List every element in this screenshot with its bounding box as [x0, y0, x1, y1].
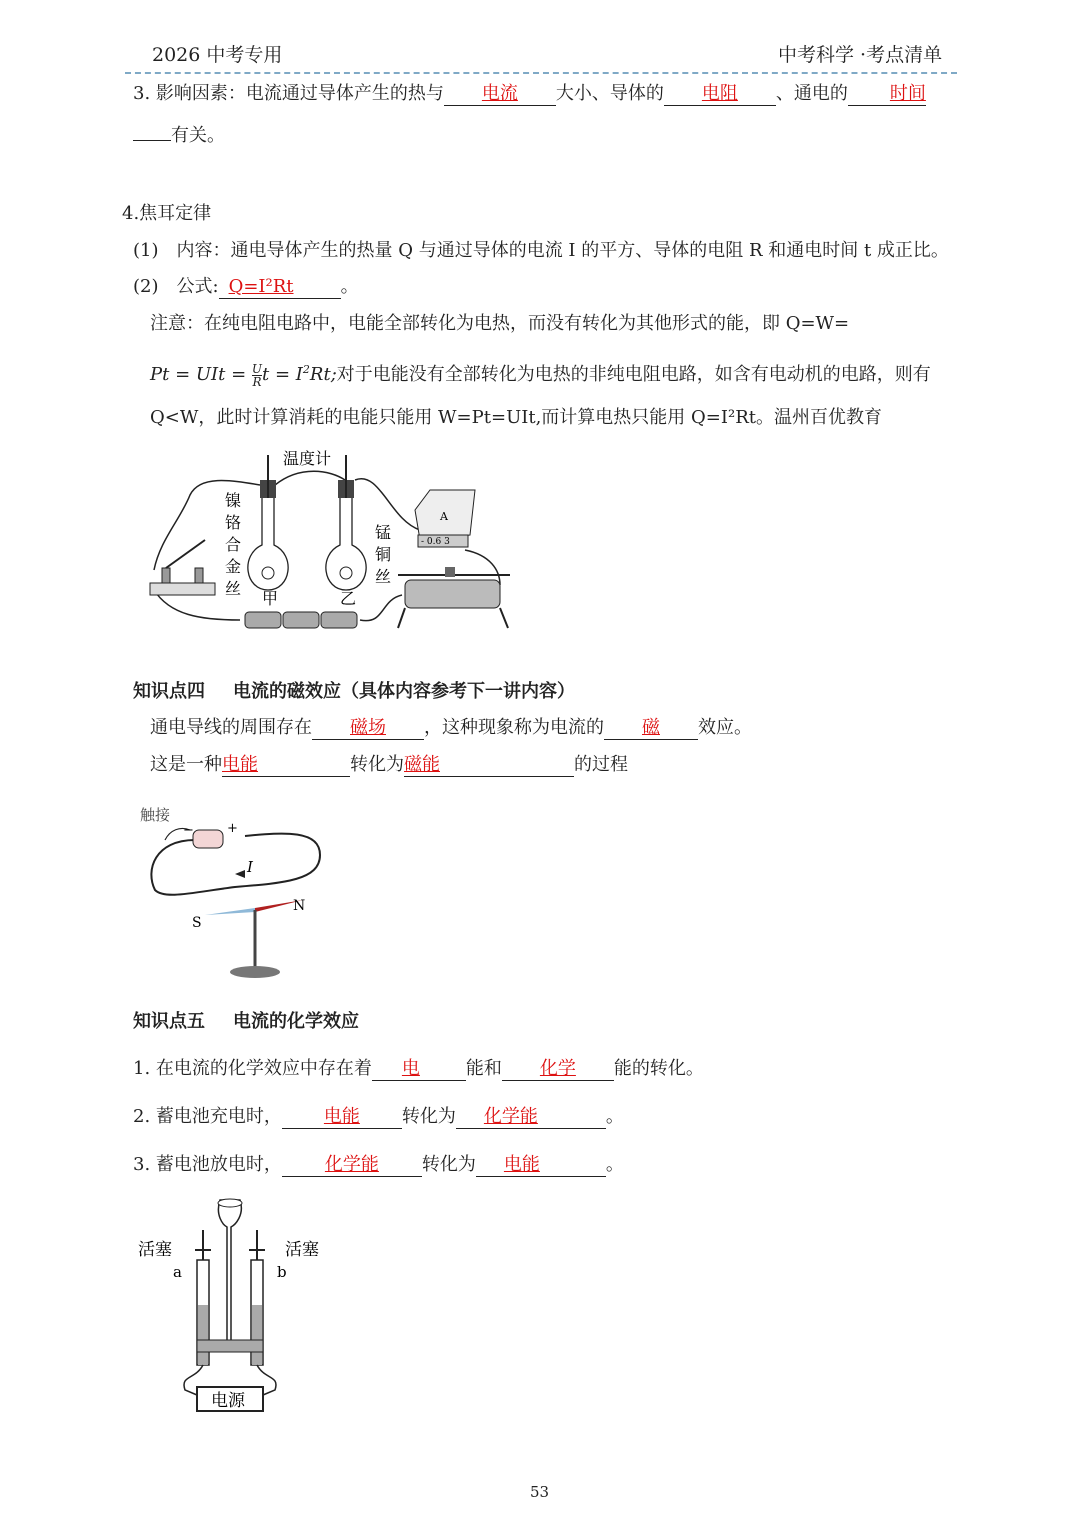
- answer-electric-energy: 电能: [222, 754, 258, 775]
- answer-time: 时间: [889, 83, 926, 104]
- note-line-1: 注意：在纯电阻电路中，电能全部转化为电热，而没有转化为其他形式的能，即 Q=W=: [150, 313, 850, 334]
- page-header: [0, 0, 1080, 80]
- factors-line-2: 有关。: [133, 118, 225, 148]
- label-tube-a: a: [173, 1263, 182, 1281]
- joule-title: 4.焦耳定律: [122, 203, 212, 224]
- answer-charge-to: 化学能: [483, 1106, 538, 1127]
- label-ammeter: A: [440, 510, 448, 523]
- label-left-wire-2: 铬: [225, 513, 242, 532]
- answer-discharge-to: 电能: [503, 1154, 540, 1175]
- header-right: 中考科学 ·考点清单: [778, 44, 943, 66]
- label-left-wire-5: 丝: [225, 579, 242, 598]
- answer-charge-from: 电能: [323, 1106, 360, 1127]
- label-minus: −: [183, 823, 194, 838]
- label-valve-right: 活塞: [285, 1240, 319, 1260]
- label-current: I: [247, 858, 253, 876]
- oersted-figure: [135, 800, 335, 985]
- label-plus: +: [227, 821, 238, 836]
- answer-chemical: 化学: [539, 1058, 576, 1079]
- header-divider: [125, 72, 957, 74]
- joule-apparatus-figure: [140, 440, 530, 650]
- label-valve-left: 活塞: [138, 1240, 172, 1260]
- answer-current: 电流: [481, 83, 518, 104]
- label-left-wire-4: 金: [225, 557, 242, 576]
- answer-magnetic: 磁: [642, 717, 660, 738]
- k4-title: 知识点四 电流的磁效应（具体内容参考下一讲内容）: [133, 681, 575, 702]
- label-south: S: [192, 915, 202, 931]
- k4-line-2: 这是一种电能 转化为磁能 的过程: [150, 754, 628, 775]
- note-line-3: Q<W，此时计算消耗的电能只能用 W=Pt=UIt,而计算电热只能用 Q=I²Rt。温州百优教育: [150, 407, 882, 428]
- label-flask-a: 甲: [262, 589, 279, 608]
- page-number: 53: [530, 1483, 550, 1501]
- k5-line-1: 1. 在电流的化学效应中存在着 电 能和 化学 能的转化。: [133, 1058, 704, 1079]
- electrolysis-figure: [135, 1195, 335, 1420]
- note-line-2: Pt = UIt = $\frac{U}{R}$ $t = I^2Rt$;对于电能没有全部转化为电热的非纯电阻电路，如含有电动机的电路，则有: [150, 361, 931, 389]
- label-power-supply: 电源: [211, 1391, 245, 1411]
- label-right-wire-1: 锰: [375, 523, 392, 542]
- header-left: 2026 中考专用: [152, 44, 283, 66]
- k5-title: 知识点五 电流的化学效应: [133, 1011, 359, 1032]
- joule-content: (1) 内容：通电导体产生的热量 Q 与通过导体的电流 I 的平方、导体的电阻 R 和通电时间 t 成正比。: [133, 240, 949, 261]
- answer-discharge-from: 化学能: [324, 1154, 379, 1175]
- label-thermometer: 温度计: [283, 449, 332, 468]
- label-flask-b: 乙: [340, 589, 357, 608]
- factors-line: 3. 影响因素：电流通过导体产生的热与 电流 大小、导体的 电阻 、通电的 时间: [133, 83, 926, 104]
- k5-line-2: 2. 蓄电池充电时， 电能 转化为 化学能 。: [133, 1106, 624, 1127]
- answer-magnetic-energy: 磁能: [404, 754, 440, 775]
- label-left-wire-3: 合: [225, 535, 242, 554]
- label-tube-b: b: [277, 1263, 287, 1281]
- answer-electric: 电: [401, 1058, 420, 1079]
- label-ammeter-terminals: - 0.6 3: [421, 537, 450, 547]
- answer-magnetic-field: 磁场: [350, 717, 386, 738]
- answer-formula: Q=I²Rt: [228, 276, 294, 297]
- label-left-wire-1: 镍: [225, 491, 242, 510]
- note-formula: Pt = UIt = $\frac{U}{R}$ $t = I^2Rt$;: [150, 361, 337, 389]
- label-north: N: [293, 898, 306, 914]
- label-right-wire-3: 丝: [375, 567, 392, 586]
- label-touch: 触接: [140, 806, 171, 824]
- joule-formula: (2) 公式: Q=I²Rt 。: [133, 276, 359, 297]
- label-right-wire-2: 铜: [375, 545, 392, 564]
- k5-line-3: 3. 蓄电池放电时， 化学能 转化为 电能 。: [133, 1154, 624, 1175]
- k4-line-1: 通电导线的周围存在 磁场 ，这种现象称为电流的 磁 效应。: [150, 717, 752, 738]
- answer-resistance: 电阻: [701, 83, 738, 104]
